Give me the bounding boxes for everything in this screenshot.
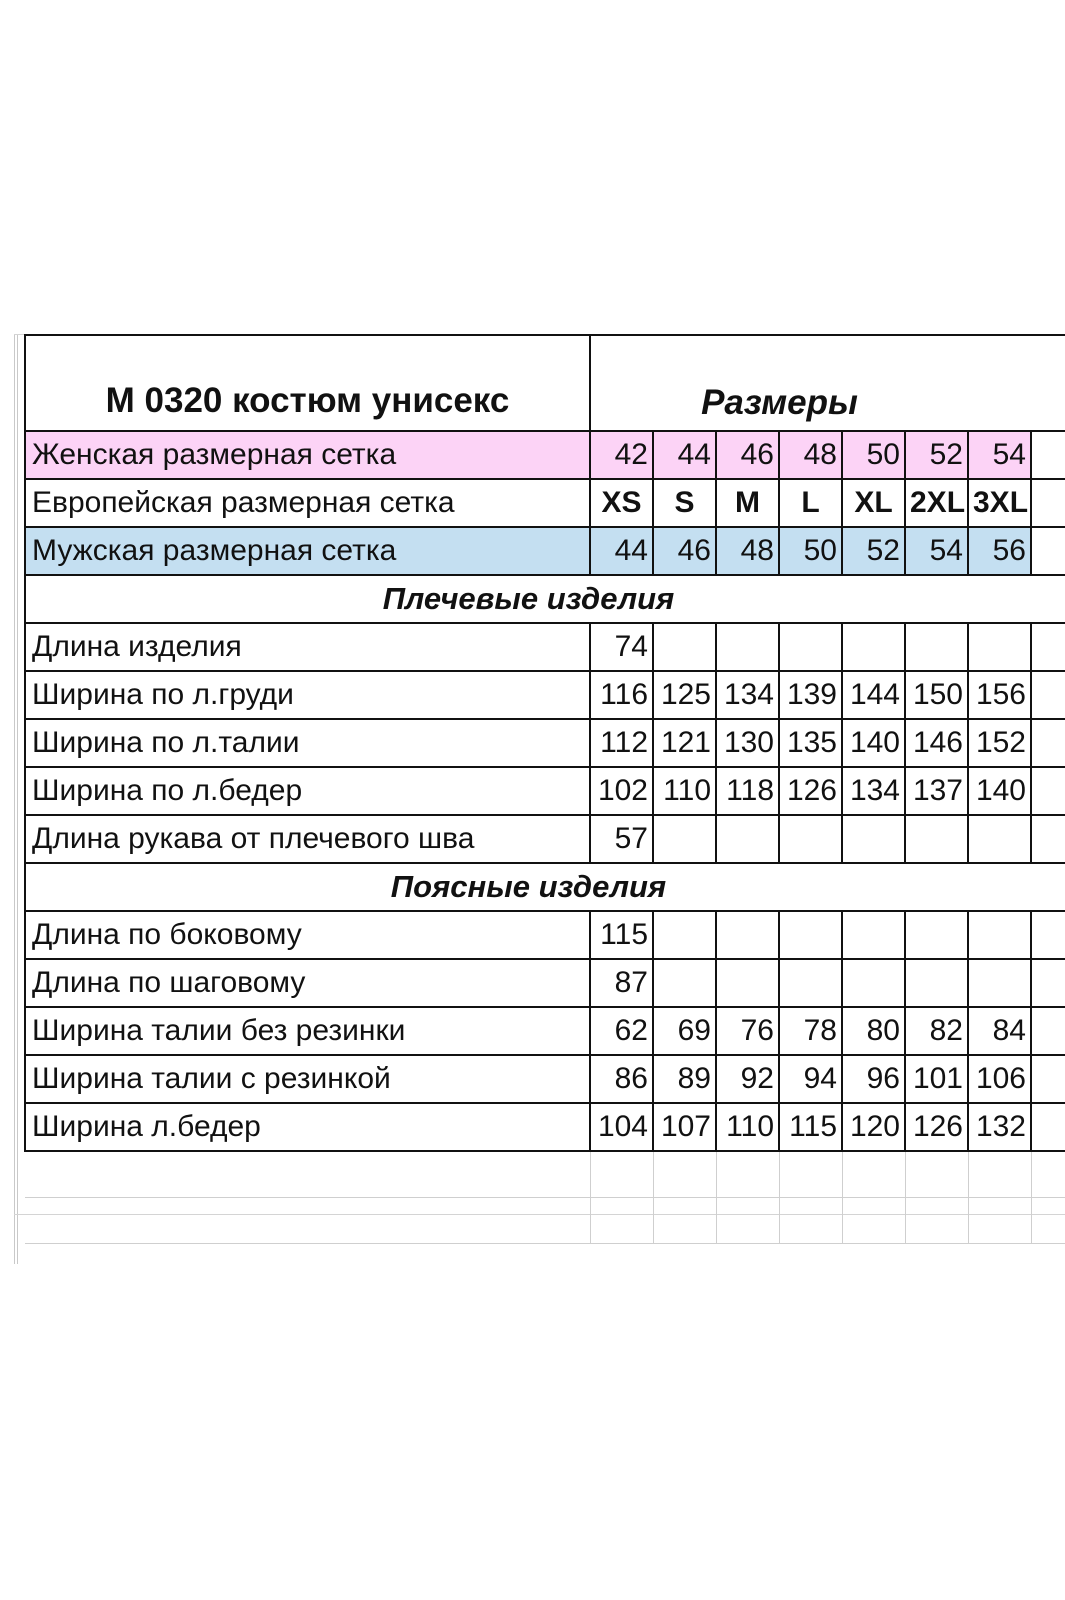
size-value-cell: 54: [905, 527, 968, 575]
title-row: [25, 335, 1065, 431]
measurement-value: [716, 815, 779, 863]
measurement-row: [25, 767, 1065, 815]
measurement-value: 115: [779, 1103, 842, 1151]
size-value-cell: XL: [842, 479, 905, 527]
measurement-value: [779, 623, 842, 671]
measurement-value: [779, 959, 842, 1007]
page-title: М 0320 костюм унисекс: [25, 335, 590, 431]
empty-cell: [1031, 815, 1065, 863]
measurement-value: [842, 959, 905, 1007]
measurement-value: 140: [842, 719, 905, 767]
empty-cell: [653, 1151, 716, 1197]
size-table: [24, 334, 1065, 1244]
size-grid-row: [25, 527, 1065, 575]
size-value-cell: 56: [968, 527, 1031, 575]
section-header-row: [25, 863, 1065, 911]
empty-cell: [905, 1197, 968, 1243]
empty-cell: [1031, 1007, 1065, 1055]
measurement-value: [905, 959, 968, 1007]
size-value-cell: 46: [653, 527, 716, 575]
size-value-cell: 52: [905, 431, 968, 479]
measurement-value: [968, 623, 1031, 671]
measurement-value: 134: [842, 767, 905, 815]
measurement-value: [968, 959, 1031, 1007]
empty-cell: [1031, 1197, 1065, 1243]
section-title: Плечевые изделия: [25, 575, 1031, 623]
measurement-value: 137: [905, 767, 968, 815]
measurement-value: 144: [842, 671, 905, 719]
size-value-cell: 44: [653, 431, 716, 479]
empty-cell: [842, 1151, 905, 1197]
empty-cell: [1031, 767, 1065, 815]
empty-cell: [779, 1197, 842, 1243]
size-value-cell: 50: [779, 527, 842, 575]
measurement-value: 120: [842, 1103, 905, 1151]
size-chart-sheet: [14, 334, 1065, 1264]
size-value-cell: 42: [590, 431, 653, 479]
empty-cell: [1031, 623, 1065, 671]
empty-cell: [25, 1197, 590, 1243]
measurement-value: [716, 623, 779, 671]
measurement-value: [842, 911, 905, 959]
empty-cell: [1031, 335, 1065, 431]
size-grid-label: Мужская размерная сетка: [25, 527, 590, 575]
measurement-value: 74: [590, 623, 653, 671]
empty-row: [25, 1151, 1065, 1197]
measurement-label: Ширина по л.талии: [25, 719, 590, 767]
empty-cell: [1031, 719, 1065, 767]
measurement-value: 80: [842, 1007, 905, 1055]
measurement-value: [905, 911, 968, 959]
measurement-value: 102: [590, 767, 653, 815]
empty-cell: [653, 1197, 716, 1243]
empty-cell: [716, 1197, 779, 1243]
size-value-cell: 54: [968, 431, 1031, 479]
measurement-value: [716, 959, 779, 1007]
measurement-value: [716, 911, 779, 959]
measurement-value: 92: [716, 1055, 779, 1103]
measurement-value: 121: [653, 719, 716, 767]
measurement-value: 104: [590, 1103, 653, 1151]
measurement-label: Ширина талии без резинки: [25, 1007, 590, 1055]
size-value-cell: 52: [842, 527, 905, 575]
empty-cell: [1031, 431, 1065, 479]
measurement-label: Ширина талии с резинкой: [25, 1055, 590, 1103]
empty-cell: [968, 1151, 1031, 1197]
empty-cell: [779, 1151, 842, 1197]
measurement-row: [25, 1103, 1065, 1151]
measurement-value: 115: [590, 911, 653, 959]
measurement-value: 126: [905, 1103, 968, 1151]
measurement-value: 126: [779, 767, 842, 815]
measurement-value: 87: [590, 959, 653, 1007]
empty-cell: [1031, 479, 1065, 527]
measurement-value: 76: [716, 1007, 779, 1055]
measurement-value: [968, 911, 1031, 959]
measurement-value: 110: [716, 1103, 779, 1151]
size-grid-row: [25, 479, 1065, 527]
measurement-value: 156: [968, 671, 1031, 719]
measurement-value: 140: [968, 767, 1031, 815]
measurement-value: 89: [653, 1055, 716, 1103]
measurement-row: [25, 671, 1065, 719]
measurement-label: Ширина по л.груди: [25, 671, 590, 719]
measurement-row: [25, 1055, 1065, 1103]
empty-cell: [590, 1197, 653, 1243]
measurement-label: Длина по шаговому: [25, 959, 590, 1007]
grid-line: [17, 334, 18, 1264]
section-header-row: [25, 575, 1065, 623]
measurement-value: 82: [905, 1007, 968, 1055]
measurement-row: [25, 959, 1065, 1007]
measurement-value: [653, 623, 716, 671]
measurement-row: [25, 815, 1065, 863]
measurement-value: 69: [653, 1007, 716, 1055]
measurement-value: 84: [968, 1007, 1031, 1055]
measurement-label: Ширина по л.бедер: [25, 767, 590, 815]
empty-cell: [842, 1197, 905, 1243]
empty-cell: [1031, 527, 1065, 575]
measurement-row: [25, 623, 1065, 671]
section-title: Поясные изделия: [25, 863, 1031, 911]
measurement-value: 62: [590, 1007, 653, 1055]
size-value-cell: 44: [590, 527, 653, 575]
measurement-value: 139: [779, 671, 842, 719]
measurement-value: 94: [779, 1055, 842, 1103]
measurement-label: Длина изделия: [25, 623, 590, 671]
measurement-label: Длина по боковому: [25, 911, 590, 959]
empty-cell: [1031, 863, 1065, 911]
size-grid-label: Европейская размерная сетка: [25, 479, 590, 527]
measurement-row: [25, 719, 1065, 767]
empty-cell: [1031, 575, 1065, 623]
measurement-value: 118: [716, 767, 779, 815]
measurement-value: [905, 815, 968, 863]
size-value-cell: 48: [716, 527, 779, 575]
empty-cell: [968, 1197, 1031, 1243]
empty-row: [25, 1197, 1065, 1243]
empty-cell: [1031, 1055, 1065, 1103]
measurement-value: [905, 623, 968, 671]
measurement-label: Длина рукава от плечевого шва: [25, 815, 590, 863]
measurement-value: 130: [716, 719, 779, 767]
empty-cell: [1031, 911, 1065, 959]
measurement-value: [653, 959, 716, 1007]
measurement-value: 86: [590, 1055, 653, 1103]
measurement-row: [25, 1007, 1065, 1055]
measurement-value: 146: [905, 719, 968, 767]
empty-cell: [590, 1151, 653, 1197]
measurement-value: 110: [653, 767, 716, 815]
measurement-value: 132: [968, 1103, 1031, 1151]
measurement-value: 106: [968, 1055, 1031, 1103]
measurement-value: 150: [905, 671, 968, 719]
measurement-value: 57: [590, 815, 653, 863]
size-value-cell: L: [779, 479, 842, 527]
size-grid-label: Женская размерная сетка: [25, 431, 590, 479]
measurement-value: 152: [968, 719, 1031, 767]
measurement-value: [968, 815, 1031, 863]
measurement-value: [653, 911, 716, 959]
empty-cell: [1031, 959, 1065, 1007]
measurement-value: 116: [590, 671, 653, 719]
sizes-header: Размеры: [590, 335, 968, 431]
measurement-value: 78: [779, 1007, 842, 1055]
measurement-value: 96: [842, 1055, 905, 1103]
empty-cell: [25, 1151, 590, 1197]
measurement-value: 101: [905, 1055, 968, 1103]
size-value-cell: 48: [779, 431, 842, 479]
empty-cell: [905, 1151, 968, 1197]
size-value-cell: 50: [842, 431, 905, 479]
measurement-value: 107: [653, 1103, 716, 1151]
size-value-cell: XS: [590, 479, 653, 527]
grid-line: [14, 334, 15, 1264]
measurement-value: [842, 623, 905, 671]
measurement-value: 134: [716, 671, 779, 719]
size-value-cell: 2XL: [905, 479, 968, 527]
empty-cell: [1031, 1103, 1065, 1151]
size-value-cell: M: [716, 479, 779, 527]
measurement-value: 135: [779, 719, 842, 767]
measurement-value: [779, 911, 842, 959]
size-value-cell: 3XL: [968, 479, 1031, 527]
empty-cell: [1031, 1151, 1065, 1197]
empty-cell: [1031, 671, 1065, 719]
empty-cell: [716, 1151, 779, 1197]
measurement-value: 112: [590, 719, 653, 767]
measurement-label: Ширина л.бедер: [25, 1103, 590, 1151]
size-value-cell: S: [653, 479, 716, 527]
measurement-value: [842, 815, 905, 863]
measurement-value: [779, 815, 842, 863]
empty-cell: [968, 335, 1031, 431]
measurement-value: [653, 815, 716, 863]
measurement-value: 125: [653, 671, 716, 719]
size-grid-row: [25, 431, 1065, 479]
size-value-cell: 46: [716, 431, 779, 479]
measurement-row: [25, 911, 1065, 959]
